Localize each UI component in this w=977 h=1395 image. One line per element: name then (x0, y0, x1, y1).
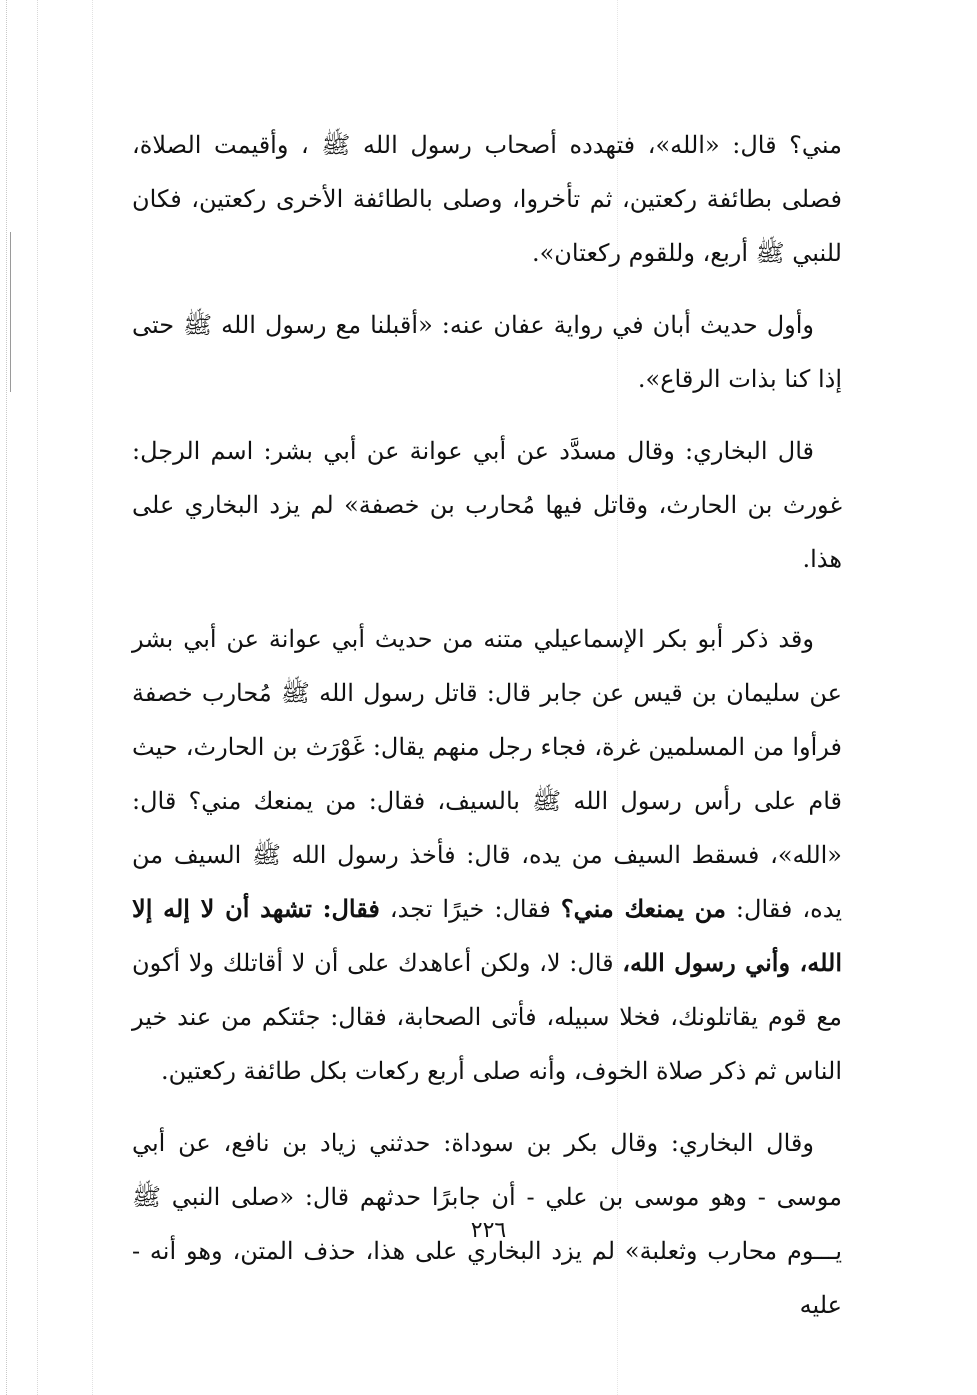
paragraph-4-bold-shahada: فقال: تشهد أن لا إله إلا الله، وأني رسول الله، (132, 894, 842, 977)
scan-artifact-line (37, 0, 38, 1395)
paragraph-5: وقال البخاري: وقال بكر بن سوداة: حدثني زياد بن نافع، عن أبي موسى - وهو موسى بن علي - أن جابرًا حدثهم قال: «صلى النبي ﷺ يـــوم محارب وثعلبة» لم يزد البخاري على هذا، حذف المتن، وهو أنه - عليه (132, 1129, 842, 1319)
paragraph-4-part-2: فقال: خيرًا تجد، (379, 895, 561, 923)
body-text (132, 118, 842, 1350)
paragraph-4-part-3: قال: لا، ولكن أعاهدك على أن لا أقاتلك ولا أكون مع قوم يقاتلونك، فخلا سبيله، فأتى الصحابة، فقال: جئتكم من عند خير الناس ثم ذكر صلاة الخوف، وأنه صلى أربع ركعات بكل طائفة ركعتين. (132, 949, 842, 1085)
scan-artifact-line (6, 0, 7, 1395)
paragraph-3: قال البخاري: وقال مسدَّد عن أبي عوانة عن أبي بشر: اسم الرجل: غورث بن الحارث، وقاتل فيها مُحارب بن خصفة» لم يزد البخاري على هذا. (132, 437, 842, 573)
paragraph-2: وأول حديث أبان في رواية عفان عنه: «أقبلنا مع رسول الله ﷺ حتى إذا كنا بذات الرقاع». (132, 311, 842, 393)
paragraph-1: مني؟ قال: «الله»، فتهدده أصحاب رسول الله ﷺ ، وأقيمت الصلاة، فصلى بطائفة ركعتين، ثم تأخروا، وصلى بالطائفة الأخرى ركعتين، فكان للنبي ﷺ أربع، وللقوم ركعتان». (132, 131, 843, 267)
paragraph-4-bold-question: من يمنعك مني؟ (560, 894, 726, 923)
paragraph-4-part-1: وقد ذكر أبو بكر الإسماعيلي متنه من حديث أبي عوانة عن أبي بشر عن سليمان بن قيس عن جابر قال: قاتل رسول الله ﷺ مُحارب خصفة فرأوا من المسلمين غرة، فجاء رجل منهم يقال: غَوْرَث بن الحارث، حيث قام على رأس رسول الله ﷺ بالسيف، فقال: من يمنعك مني؟ قال: «الله»، فسقط السيف من يده، قال: فأخذ رسول الله ﷺ السيف من يده، فقال: (132, 625, 842, 923)
scan-artifact-line (92, 0, 93, 1395)
paragraph-4 (132, 612, 842, 1098)
page-number: ٢٢٦ (470, 1218, 507, 1243)
scan-artifact-mark (10, 232, 11, 392)
